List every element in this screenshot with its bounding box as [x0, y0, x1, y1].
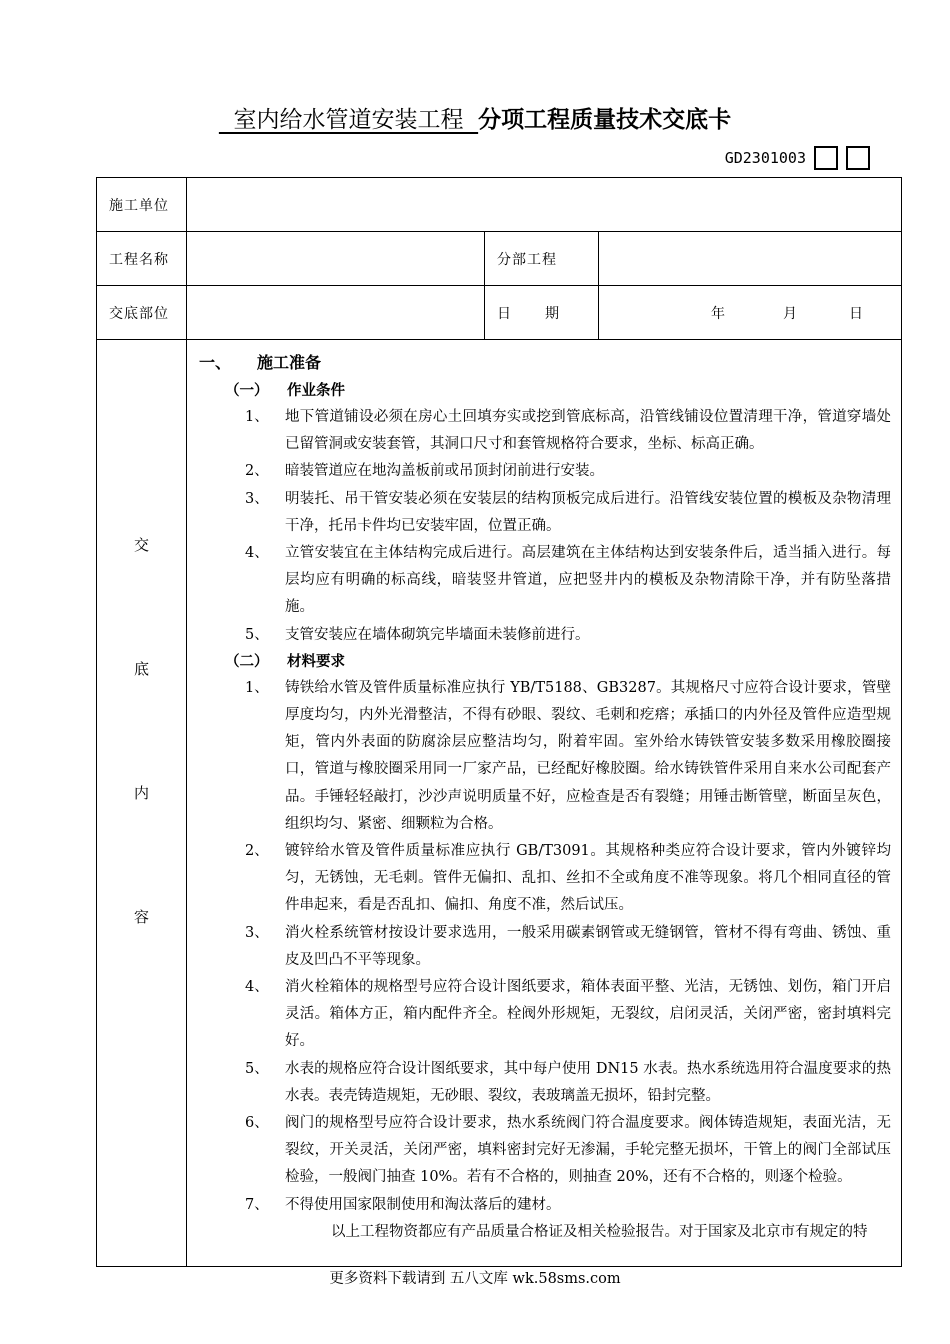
- item-text: 消火栓箱体的规格型号应符合设计图纸要求，箱体表面平整、光洁，无锈蚀、划伤，箱门开启灵活。箱体方正，箱内配件齐全。栓阀外形规矩，无裂纹，启闭灵活，关闭严密，密封填料完好。: [285, 979, 892, 1050]
- item-number: 7、: [245, 1196, 269, 1213]
- item-number: 4、: [245, 545, 269, 562]
- item-text: 不得使用国家限制使用和淘汰落后的建材。: [285, 1196, 561, 1213]
- subsection-title: 材料要求: [287, 653, 345, 670]
- item-number: 4、: [245, 979, 269, 996]
- item-text: 消火栓系统管材按设计要求选用，一般采用碳素钢管或无缝钢管，管材不得有弯曲、锈蚀、重皮及凹凸不平等现象。: [285, 924, 892, 968]
- subsection-number: （一）: [225, 383, 269, 399]
- list-item: [199, 404, 891, 458]
- section-heading: [199, 350, 891, 376]
- project-name-field[interactable]: [187, 232, 485, 286]
- title-card-name: 分项工程质量技术交底卡: [478, 107, 732, 133]
- item-number: 5、: [245, 1060, 269, 1077]
- list-item: [199, 486, 891, 540]
- construction-unit-label: 施工单位: [97, 178, 187, 232]
- item-text: 明装托、吊干管安装必须在安装层的结构顶板完成后进行。沿管线安装位置的模板及杂物清理干净，托吊卡件均已安装牢固，位置正确。: [285, 490, 892, 534]
- side-label-rong: 容: [133, 908, 149, 926]
- construction-unit-field[interactable]: [187, 178, 902, 232]
- handover-part-label: 交底部位: [97, 286, 187, 340]
- subsection-heading: [225, 378, 891, 404]
- sub-project-field[interactable]: [599, 232, 902, 286]
- list-item: [199, 458, 891, 485]
- checkbox-2[interactable]: [846, 146, 870, 170]
- item-text: 暗装管道应在地沟盖板前或吊顶封闭前进行安装。: [285, 463, 604, 480]
- footer-download-link[interactable]: 更多资料下载请到 五八文库 wk.58sms.com: [329, 1271, 621, 1287]
- row-project-name: [97, 232, 902, 286]
- item-number: 1、: [245, 409, 269, 425]
- item-number: 6、: [245, 1115, 269, 1132]
- item-text: 立管安装宜在主体结构完成后进行。高层建筑在主体结构达到安装条件后，适当插入进行。每层均应有明确的标高线，暗装竖井管道，应把竖井内的模板及杂物清除干净，并有防坠落措施。: [285, 545, 892, 616]
- item-text: 地下管道铺设必须在房心土回填夯实或挖到管底标高，沿管线铺设位置清理干净，管道穿墙处已留管洞或安装套管，其洞口尺寸和套管规格符合要求，坐标、标高正确。: [285, 409, 892, 453]
- list-item: [199, 974, 891, 1056]
- item-number: 3、: [245, 924, 269, 941]
- date-year: 年: [711, 305, 725, 322]
- trailing-paragraph: 以上工程物资都应有产品质量合格证及相关检验报告。对于国家及北京市有规定的特: [331, 1223, 868, 1240]
- sub-project-label: 分部工程: [485, 232, 599, 286]
- row-content: [97, 340, 902, 1267]
- checkbox-1[interactable]: [814, 146, 838, 170]
- date-month: 月: [783, 305, 797, 322]
- item-number: 5、: [245, 626, 269, 643]
- project-name-label: 工程名称: [97, 232, 187, 286]
- subsection-title: 作业条件: [287, 383, 345, 399]
- side-label-jiao: 交: [133, 536, 149, 554]
- list-item: [199, 838, 891, 920]
- handover-part-field[interactable]: [187, 286, 485, 340]
- list-item: [199, 1192, 891, 1219]
- form-code-text: GD2301003: [724, 149, 806, 167]
- date-label-qi: 期: [545, 305, 559, 322]
- date-label-ri: 日: [497, 305, 511, 322]
- item-number: 2、: [245, 463, 269, 480]
- row-handover-part: [97, 286, 902, 340]
- content-cell: [187, 340, 902, 1267]
- date-label: [485, 286, 599, 340]
- title-project-name: 室内给水管道安装工程: [218, 107, 479, 133]
- date-field[interactable]: [599, 286, 902, 340]
- list-item: [199, 675, 891, 838]
- item-text: 铸铁给水管及管件质量标准应执行 YB/T5188、GB3287。其规格尺寸应符合设计要求，管壁厚度均匀，内外光滑整洁，不得有砂眼、裂纹、毛刺和疙瘩；承插口的内外径及管件应造型规矩，管内外表面的防腐涂层应整洁均匀，附着牢固。室外给水铸铁管安装多数采用橡胶圈接口，管道与橡胶圈采用同一厂家产品，已经配好橡胶圈。给水铸铁管件采用自来水公司配套产品。手锤轻轻敲打，沙沙声说明质量不好，应检查是否有裂缝；用锤击断管壁，断面呈灰色，组织均匀、紧密、细颗粒为合格。: [285, 679, 892, 832]
- side-label-nei: 内: [133, 784, 149, 802]
- item-text: 支管安装应在墙体砌筑完毕墙面未装修前进行。: [285, 626, 590, 643]
- list-item: [199, 1056, 891, 1110]
- item-number: 1、: [245, 679, 269, 696]
- subsection-number: （二）: [225, 653, 269, 670]
- item-number: 3、: [245, 490, 269, 507]
- document-title: [0, 104, 950, 136]
- list-item: [199, 920, 891, 974]
- item-number: 2、: [245, 843, 269, 860]
- item-text: 水表的规格应符合设计图纸要求，其中每户使用 DN15 水表。热水系统选用符合温度要求的热水表。表壳铸造规矩，无砂眼、裂纹，表玻璃盖无损坏，铅封完整。: [285, 1060, 892, 1104]
- date-day: 日: [849, 305, 863, 322]
- side-label-cell: [97, 340, 187, 1267]
- list-item: [199, 1110, 891, 1192]
- item-text: 阀门的规格型号应符合设计要求，热水系统阀门符合温度要求。阀体铸造规矩，表面光洁，无裂纹，开关灵活，关闭严密，填料密封完好无渗漏，手轮完整无损坏，干管上的阀门全部试压检验，一般阀门抽查 10%。若有不合格的，则抽查 20%，还有不合格的，则逐个检验。: [285, 1115, 892, 1186]
- handover-form-table: [96, 177, 902, 1267]
- subsection-heading: [225, 649, 891, 675]
- section-number: 一、: [199, 353, 232, 372]
- item-text: 镀锌给水管及管件质量标准应执行 GB/T3091。其规格种类应符合设计要求，管内外镀锌均匀，无锈蚀，无毛刺。管件无偏扣、乱扣、丝扣不全或角度不准等现象。将几个相同直径的管件串起来，看是否乱扣、偏扣、角度不准，然后试压。: [285, 843, 892, 914]
- list-item: [199, 622, 891, 649]
- form-code: [725, 145, 870, 171]
- side-label-di: 底: [133, 660, 149, 678]
- list-item: [199, 540, 891, 622]
- row-construction-unit: [97, 178, 902, 232]
- section-title: 施工准备: [257, 353, 322, 372]
